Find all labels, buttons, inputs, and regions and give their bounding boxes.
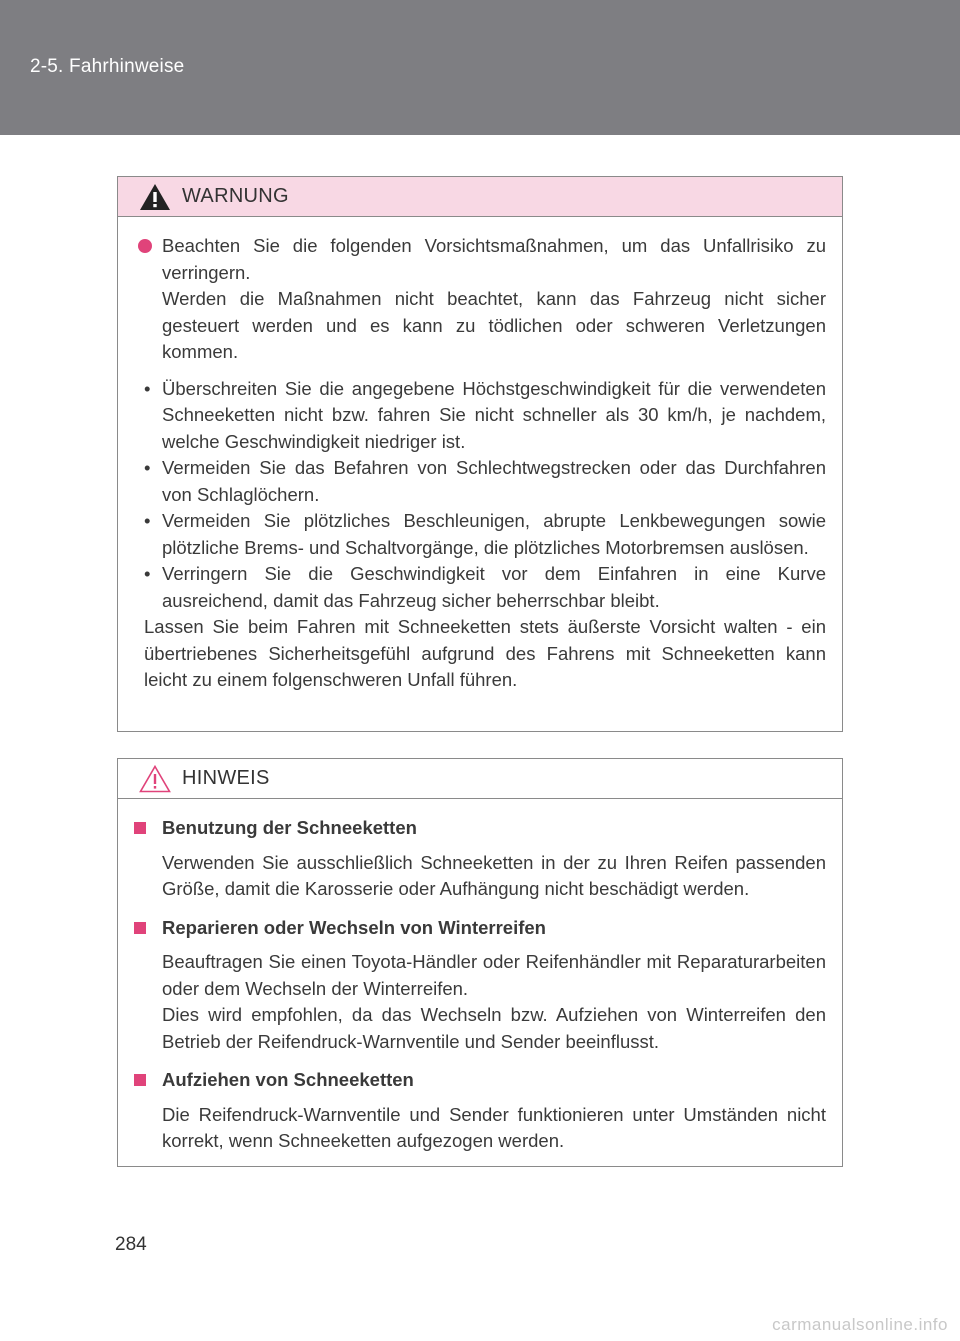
page-number: 284 [115,1234,147,1255]
list-item [144,455,826,508]
notice-section-text: Die Reifendruck-Warnventile und Sender funktionieren unter Umständen nicht korrekt, wenn Schneeketten aufgezogen werden. [162,1103,826,1151]
pink-square-bullet-icon [134,922,146,934]
notice-heading-text: Reparieren oder Wechseln von Winterreifen [162,916,546,938]
warning-title: WARNUNG [182,185,289,207]
notice-title: HINWEIS [182,767,270,789]
notice-section [144,915,826,1056]
notice-box [117,758,843,1167]
list-item [144,376,826,456]
warning-box [117,176,843,732]
notice-body [118,799,842,1155]
list-item-text: Verringern Sie die Geschwindigkeit vor dem Einfahren in eine Kurve ausreichend, damit das Fahrzeug sicher beherrschbar bleibt. [162,563,826,611]
notice-header [118,759,842,799]
warning-header [118,177,842,217]
pink-circle-bullet-icon [138,239,152,253]
header-bar [0,0,960,135]
notice-section-heading [144,915,826,942]
list-item [144,508,826,561]
warning-intro-text-2: Werden die Maßnahmen nicht beachtet, kann das Fahrzeug nicht sicher gesteuert werden und es kann zu tödlichen oder schweren Verletzungen kommen. [162,288,826,362]
notice-heading-text: Aufziehen von Schneeketten [162,1069,414,1090]
warning-intro [144,233,826,366]
notice-section [144,1067,826,1155]
warning-triangle-icon [138,182,172,212]
section-label: 2-5. Fahrhinweise [30,56,185,77]
caution-triangle-icon [138,764,172,794]
list-item [144,561,826,614]
warning-body [118,217,842,694]
bullet-dot-icon: • [144,510,151,531]
warning-bullet-list [144,376,826,615]
notice-section-text-2: Dies wird empfohlen, da das Wechseln bzw. Aufziehen von Winterreifen den Betrieb der Reifendruck-Warnventile und Sender beeinflusst. [162,1004,826,1052]
bullet-dot-icon: • [144,563,151,584]
notice-section [144,815,826,903]
watermark: carmanualsonline.info [772,1315,948,1334]
notice-section-text: Verwenden Sie ausschließlich Schneeketten in der zu Ihren Reifen passenden Größe, damit die Karosserie oder Aufhängung nicht beschädigt werden. [162,851,826,899]
bullet-dot-icon: • [144,377,151,399]
notice-section-heading [144,815,826,842]
list-item-text: Vermeiden Sie plötzliches Beschleunigen, abrupte Lenkbewegungen sowie plötzliche Brems- und Schaltvorgänge, die plötzliches Motorbremsen auslösen. [162,510,826,558]
notice-heading-text: Benutzung der Schneeketten [162,817,417,838]
list-item-text: Überschreiten Sie die angegebene Höchstgeschwindigkeit für die verwendeten Schneeketten nicht bzw. fahren Sie nicht schneller als 30 km/h, je nachdem, welche Geschwindigkeit niedriger ist. [162,377,826,452]
warning-closing: Lassen Sie beim Fahren mit Schneeketten stets äußerste Vorsicht walten - ein übertriebenes Sicherheitsgefühl aufgrund des Fahrens mit Schneeketten kann leicht zu einem folgenschweren Unfall führen. [144,616,826,690]
notice-section-heading [144,1067,826,1094]
list-item-text: Vermeiden Sie das Befahren von Schlechtwegstrecken oder das Durchfahren von Schlaglöchern. [162,457,826,505]
bullet-dot-icon: • [144,457,151,478]
pink-square-bullet-icon [134,822,146,834]
notice-section-text: Beauftragen Sie einen Toyota-Händler oder Reifenhändler mit Reparaturarbeiten oder dem Wechseln der Winterreifen. [162,951,826,999]
warning-intro-text: Beachten Sie die folgenden Vorsichtsmaßnahmen, um das Unfallrisiko zu verringern. [162,235,826,283]
pink-square-bullet-icon [134,1074,146,1086]
